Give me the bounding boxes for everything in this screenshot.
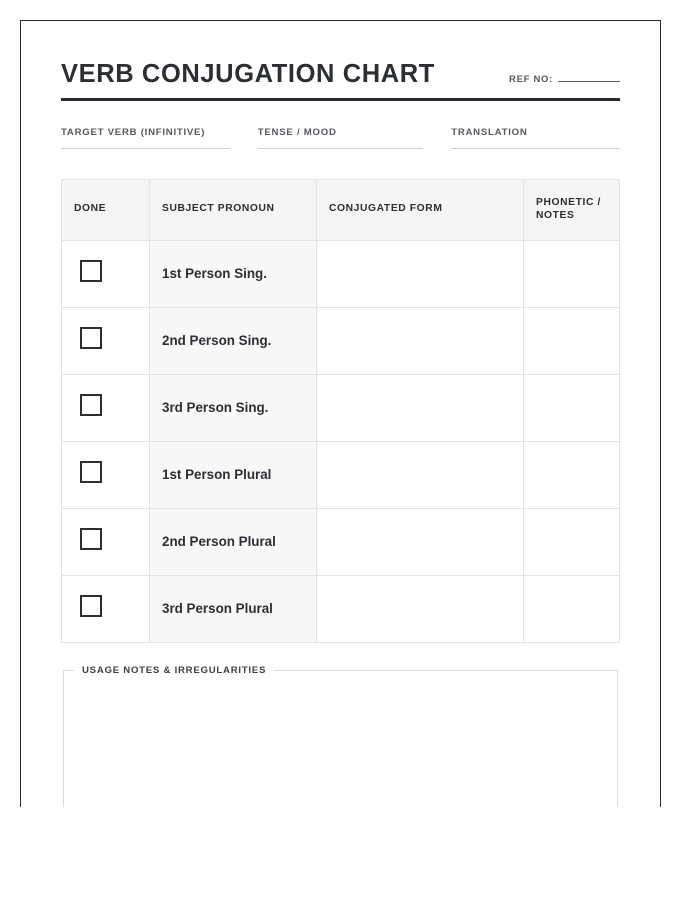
title-divider <box>61 98 620 101</box>
conjugation-table <box>61 179 620 643</box>
cell-subject-pronoun: 1st Person Plural <box>150 441 317 508</box>
cell-done <box>62 508 150 575</box>
done-checkbox[interactable] <box>80 394 102 416</box>
document-header <box>61 61 620 88</box>
field-translation <box>451 127 620 149</box>
done-checkbox[interactable] <box>80 327 102 349</box>
cell-conjugated-form[interactable] <box>317 441 524 508</box>
ref-no-label: REF NO: <box>509 73 553 85</box>
worksheet-page <box>20 20 661 807</box>
cell-phonetic-notes[interactable] <box>524 240 620 307</box>
done-checkbox[interactable] <box>80 260 102 282</box>
cell-phonetic-notes[interactable] <box>524 441 620 508</box>
done-checkbox[interactable] <box>80 595 102 617</box>
field-target-verb-label: TARGET VERB (INFINITIVE) <box>61 126 206 138</box>
column-header-conjugated-form: CONJUGATED FORM <box>317 179 524 240</box>
done-checkbox[interactable] <box>80 528 102 550</box>
cell-conjugated-form[interactable] <box>317 374 524 441</box>
table-row <box>62 240 620 307</box>
cell-conjugated-form[interactable] <box>317 307 524 374</box>
column-header-subject-pronoun: SUBJECT PRONOUN <box>150 179 317 240</box>
table-head <box>62 179 620 240</box>
cell-phonetic-notes[interactable] <box>524 307 620 374</box>
cell-conjugated-form[interactable] <box>317 508 524 575</box>
column-header-phonetic-notes: PHONETIC / NOTES <box>524 179 620 240</box>
field-translation-label: TRANSLATION <box>451 126 528 138</box>
page-title: VERB CONJUGATION CHART <box>61 60 435 88</box>
ref-no-input[interactable] <box>558 80 620 82</box>
cell-phonetic-notes[interactable] <box>524 508 620 575</box>
cell-conjugated-form[interactable] <box>317 575 524 642</box>
cell-done <box>62 240 150 307</box>
table-body <box>62 240 620 642</box>
cell-done <box>62 575 150 642</box>
cell-conjugated-form[interactable] <box>317 240 524 307</box>
table-row <box>62 374 620 441</box>
field-tense-mood <box>258 127 423 149</box>
cell-subject-pronoun: 3rd Person Sing. <box>150 374 317 441</box>
usage-notes-legend: USAGE NOTES & IRREGULARITIES <box>82 664 267 676</box>
table-row <box>62 307 620 374</box>
field-tense-mood-input[interactable] <box>258 147 423 149</box>
table-header-row <box>62 179 620 240</box>
column-header-done: DONE <box>62 179 150 240</box>
field-target-verb-input[interactable] <box>61 147 230 149</box>
cell-done <box>62 307 150 374</box>
meta-fields-row <box>61 127 620 149</box>
ref-no-group <box>509 74 620 88</box>
cell-done <box>62 374 150 441</box>
done-checkbox[interactable] <box>80 461 102 483</box>
table-row <box>62 441 620 508</box>
field-tense-mood-label: TENSE / MOOD <box>257 126 337 138</box>
table-row <box>62 508 620 575</box>
cell-subject-pronoun: 2nd Person Sing. <box>150 307 317 374</box>
usage-notes-section[interactable] <box>63 665 618 807</box>
cell-phonetic-notes[interactable] <box>524 374 620 441</box>
cell-subject-pronoun: 1st Person Sing. <box>150 240 317 307</box>
cell-subject-pronoun: 3rd Person Plural <box>150 575 317 642</box>
cell-done <box>62 441 150 508</box>
field-target-verb <box>61 127 230 149</box>
field-translation-input[interactable] <box>451 147 620 149</box>
table-row <box>62 575 620 642</box>
cell-phonetic-notes[interactable] <box>524 575 620 642</box>
cell-subject-pronoun: 2nd Person Plural <box>150 508 317 575</box>
